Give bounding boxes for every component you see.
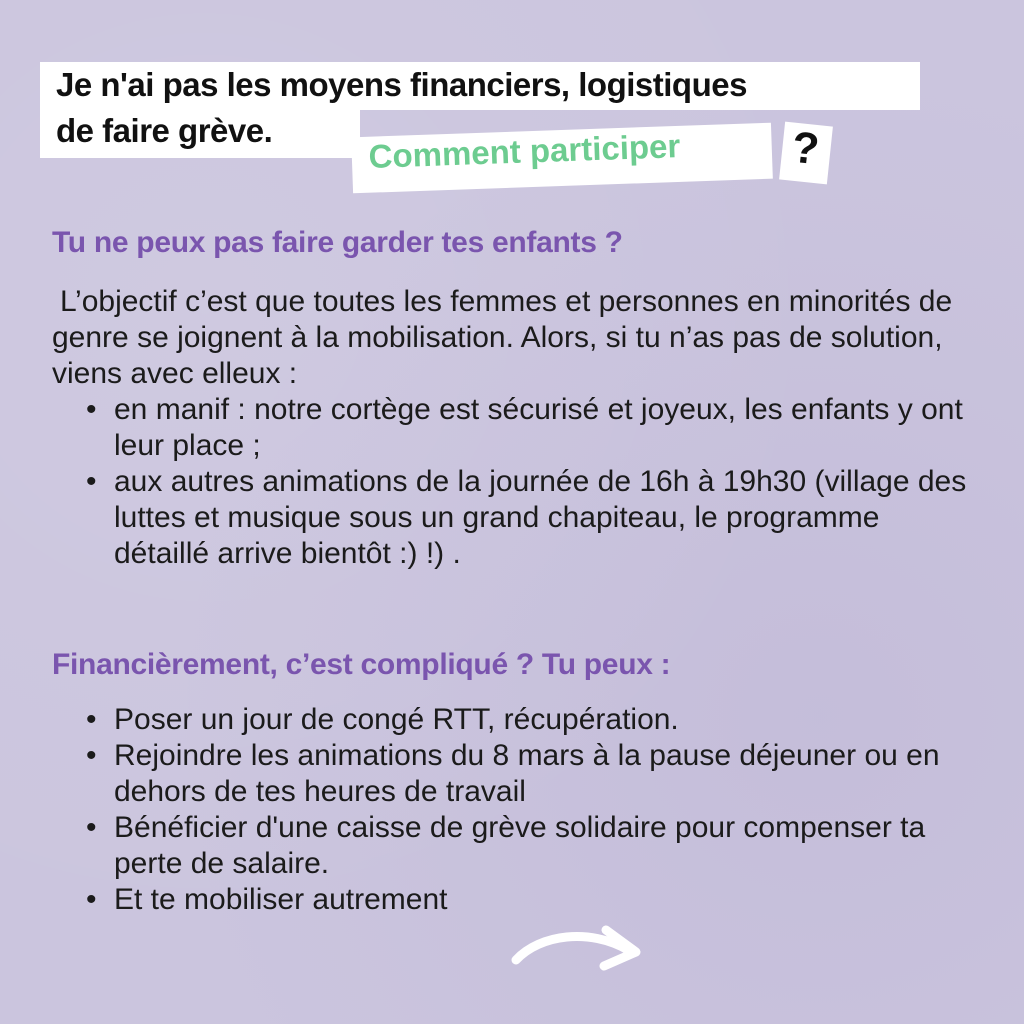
list-item: • aux autres animations de la journée de 16h à 19h30 (village des luttes et musique sous un grand chapiteau, le programme détaillé arrive bientôt :) !) .: [114, 464, 972, 572]
section-paragraph: L’objectif c’est que toutes les femmes et personnes en minorités de genre se joignent à la mobilisation. Alors, si tu n’as pas de solution, viens avec elleux :: [52, 285, 953, 390]
list-item: • Et te mobiliser autrement: [114, 882, 972, 918]
question-mark: ?: [789, 122, 822, 175]
section-body-childcare: [52, 284, 972, 572]
page-title-line1: Je n'ai pas les moyens financiers, logistiques: [56, 66, 747, 103]
section-body-financial: [52, 702, 972, 918]
bullet-list-financial: [52, 702, 972, 918]
list-item: • Bénéficier d'une caisse de grève solidaire pour compenser ta perte de salaire.: [114, 810, 972, 882]
curved-arrow-right-icon[interactable]: [510, 916, 650, 976]
list-item: • en manif : notre cortège est sécurisé et joyeux, les enfants y ont leur place ;: [114, 392, 972, 464]
list-item: • Rejoindre les animations du 8 mars à la pause déjeuner ou en dehors de tes heures de travail: [114, 738, 972, 810]
cta-label: Comment participer: [368, 127, 681, 175]
list-item: • Poser un jour de congé RTT, récupération.: [114, 702, 972, 738]
section-heading-financial: Financièrement, c’est compliqué ? Tu peux :: [52, 648, 671, 681]
page-title-line2: de faire grève.: [56, 112, 273, 149]
section-heading-childcare: Tu ne peux pas faire garder tes enfants ?: [52, 226, 623, 259]
bullet-list-childcare: [52, 392, 972, 572]
